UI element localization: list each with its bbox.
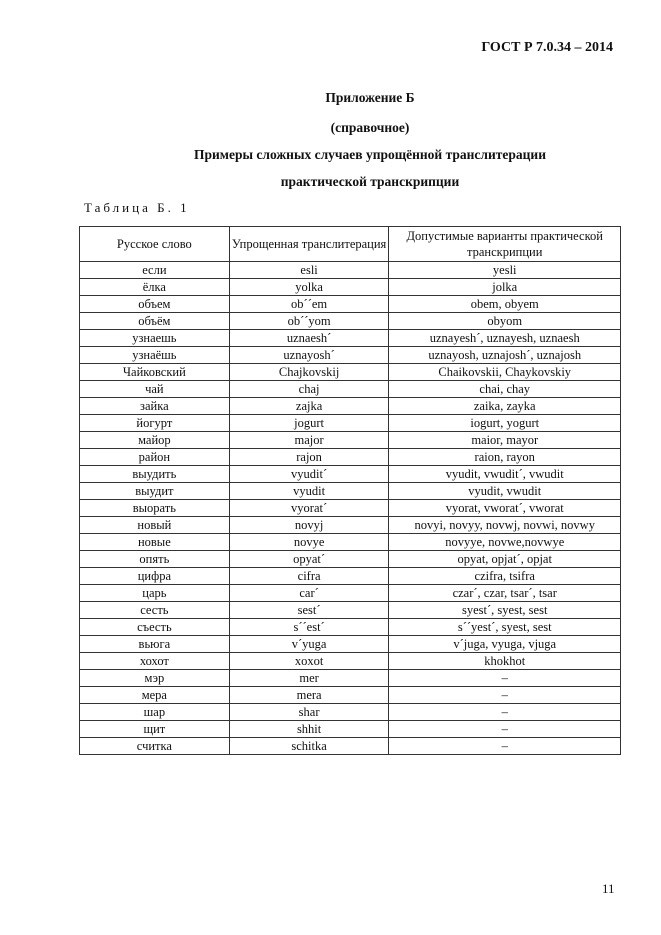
table-row	[80, 347, 621, 364]
header-russian-word: Русское слово	[80, 227, 230, 262]
table-body	[80, 262, 621, 755]
cell-transliteration: rajon	[229, 449, 389, 466]
cell-russian-word: съесть	[80, 619, 230, 636]
table-row	[80, 670, 621, 687]
cell-transliteration: opyat´	[229, 551, 389, 568]
cell-transcription-variants: s´´yest´, syest, sest	[389, 619, 621, 636]
cell-russian-word: царь	[80, 585, 230, 602]
appendix-type: (справочное)	[330, 120, 410, 135]
cell-transcription-variants: iogurt, yogurt	[389, 415, 621, 432]
table-row	[80, 449, 621, 466]
table-row	[80, 432, 621, 449]
cell-transcription-variants: khokhot	[389, 653, 621, 670]
table-row	[80, 296, 621, 313]
transliteration-table	[79, 226, 621, 755]
standard-code: ГОСТ Р 7.0.34 – 2014	[481, 40, 613, 55]
table-row	[80, 313, 621, 330]
cell-transliteration: zajka	[229, 398, 389, 415]
table-row	[80, 704, 621, 721]
cell-transcription-variants: –	[389, 738, 621, 755]
cell-russian-word: сесть	[80, 602, 230, 619]
table-row	[80, 262, 621, 279]
cell-transliteration: chaj	[229, 381, 389, 398]
cell-transliteration: schitka	[229, 738, 389, 755]
cell-transliteration: cifra	[229, 568, 389, 585]
cell-transcription-variants: –	[389, 704, 621, 721]
table-row	[80, 721, 621, 738]
cell-russian-word: узнаёшь	[80, 347, 230, 364]
cell-transliteration: vyudit	[229, 483, 389, 500]
cell-russian-word: ёлка	[80, 279, 230, 296]
table-row	[80, 483, 621, 500]
cell-russian-word: майор	[80, 432, 230, 449]
cell-russian-word: выудить	[80, 466, 230, 483]
header-simplified-transliteration: Упрощенная транслитерация	[229, 227, 389, 262]
page-number: 11	[602, 881, 615, 896]
cell-transliteration: uznaesh´	[229, 330, 389, 347]
cell-transcription-variants: uznayesh´, uznayesh, uznaesh	[389, 330, 621, 347]
cell-russian-word: узнаешь	[80, 330, 230, 347]
cell-transliteration: vyorat´	[229, 500, 389, 517]
cell-russian-word: выудит	[80, 483, 230, 500]
cell-russian-word: хохот	[80, 653, 230, 670]
table-row	[80, 364, 621, 381]
cell-transliteration: xoxot	[229, 653, 389, 670]
cell-transliteration: shhit	[229, 721, 389, 738]
cell-transcription-variants: syest´, syest, sest	[389, 602, 621, 619]
cell-transcription-variants: opyat, opjat´, opjat	[389, 551, 621, 568]
table-row	[80, 500, 621, 517]
table-row	[80, 585, 621, 602]
cell-russian-word: объем	[80, 296, 230, 313]
cell-transliteration: ob´´yom	[229, 313, 389, 330]
cell-transcription-variants: –	[389, 721, 621, 738]
cell-russian-word: мера	[80, 687, 230, 704]
cell-transliteration: novyj	[229, 517, 389, 534]
cell-russian-word: чай	[80, 381, 230, 398]
cell-transcription-variants: chai, chay	[389, 381, 621, 398]
cell-transcription-variants: obem, obyem	[389, 296, 621, 313]
appendix-title: Приложение Б	[325, 90, 415, 105]
cell-russian-word: шар	[80, 704, 230, 721]
cell-transcription-variants: vyudit, vwudit´, vwudit	[389, 466, 621, 483]
cell-russian-word: объём	[80, 313, 230, 330]
cell-russian-word: район	[80, 449, 230, 466]
table-row	[80, 602, 621, 619]
table-row	[80, 415, 621, 432]
cell-transliteration: mer	[229, 670, 389, 687]
cell-russian-word: выорать	[80, 500, 230, 517]
table-row	[80, 466, 621, 483]
cell-transcription-variants: vyorat, vworat´, vworat	[389, 500, 621, 517]
cell-transcription-variants: yesli	[389, 262, 621, 279]
cell-transliteration: car´	[229, 585, 389, 602]
cell-transcription-variants: obyom	[389, 313, 621, 330]
cell-transcription-variants: raion, rayon	[389, 449, 621, 466]
cell-transcription-variants: czifra, tsifra	[389, 568, 621, 585]
cell-transcription-variants: –	[389, 670, 621, 687]
table-row	[80, 517, 621, 534]
cell-transcription-variants: czar´, czar, tsar´, tsar	[389, 585, 621, 602]
table-row	[80, 398, 621, 415]
cell-transcription-variants: uznayosh, uznajosh´, uznajosh	[389, 347, 621, 364]
cell-russian-word: если	[80, 262, 230, 279]
cell-transcription-variants: novyi, novyy, novwj, novwi, novwy	[389, 517, 621, 534]
cell-transcription-variants: novyye, novwe,novwye	[389, 534, 621, 551]
table-row	[80, 568, 621, 585]
cell-transliteration: v´yuga	[229, 636, 389, 653]
cell-transcription-variants: vyudit, vwudit	[389, 483, 621, 500]
cell-transliteration: sest´	[229, 602, 389, 619]
cell-transliteration: esli	[229, 262, 389, 279]
cell-transcription-variants: zaika, zayka	[389, 398, 621, 415]
cell-transliteration: jogurt	[229, 415, 389, 432]
cell-transcription-variants: Chaikovskii, Chaykovskiy	[389, 364, 621, 381]
cell-russian-word: зайка	[80, 398, 230, 415]
table-row	[80, 551, 621, 568]
table-row	[80, 653, 621, 670]
cell-russian-word: щит	[80, 721, 230, 738]
cell-transliteration: s´´est´	[229, 619, 389, 636]
table-caption: Таблица Б. 1	[84, 200, 190, 215]
table-row	[80, 636, 621, 653]
table-row	[80, 534, 621, 551]
table-row	[80, 330, 621, 347]
cell-transliteration: yolka	[229, 279, 389, 296]
header-transcription-variants: Допустимые варианты практической транскрипции	[389, 227, 621, 262]
cell-russian-word: новые	[80, 534, 230, 551]
cell-russian-word: считка	[80, 738, 230, 755]
table-row	[80, 619, 621, 636]
cell-russian-word: новый	[80, 517, 230, 534]
appendix-heading-line-1: Примеры сложных случаев упрощённой транслитерации	[194, 147, 546, 162]
cell-transcription-variants: –	[389, 687, 621, 704]
cell-transliteration: vyudit´	[229, 466, 389, 483]
cell-russian-word: мэр	[80, 670, 230, 687]
cell-transliteration: Chajkovskij	[229, 364, 389, 381]
cell-russian-word: опять	[80, 551, 230, 568]
table-row	[80, 381, 621, 398]
cell-transliteration: shar	[229, 704, 389, 721]
cell-transliteration: major	[229, 432, 389, 449]
cell-russian-word: вьюга	[80, 636, 230, 653]
cell-russian-word: йогурт	[80, 415, 230, 432]
table-header-row	[80, 227, 621, 262]
cell-transliteration: uznayosh´	[229, 347, 389, 364]
cell-transcription-variants: v´juga, vyuga, vjuga	[389, 636, 621, 653]
cell-russian-word: Чайковский	[80, 364, 230, 381]
cell-transcription-variants: jolka	[389, 279, 621, 296]
table-row	[80, 279, 621, 296]
cell-transcription-variants: maior, mayor	[389, 432, 621, 449]
table-header	[80, 227, 621, 262]
table-row	[80, 738, 621, 755]
cell-transliteration: novye	[229, 534, 389, 551]
table-row	[80, 687, 621, 704]
cell-transliteration: mera	[229, 687, 389, 704]
appendix-heading-line-2: практической транскрипции	[280, 174, 460, 189]
cell-transliteration: ob´´em	[229, 296, 389, 313]
cell-russian-word: цифра	[80, 568, 230, 585]
